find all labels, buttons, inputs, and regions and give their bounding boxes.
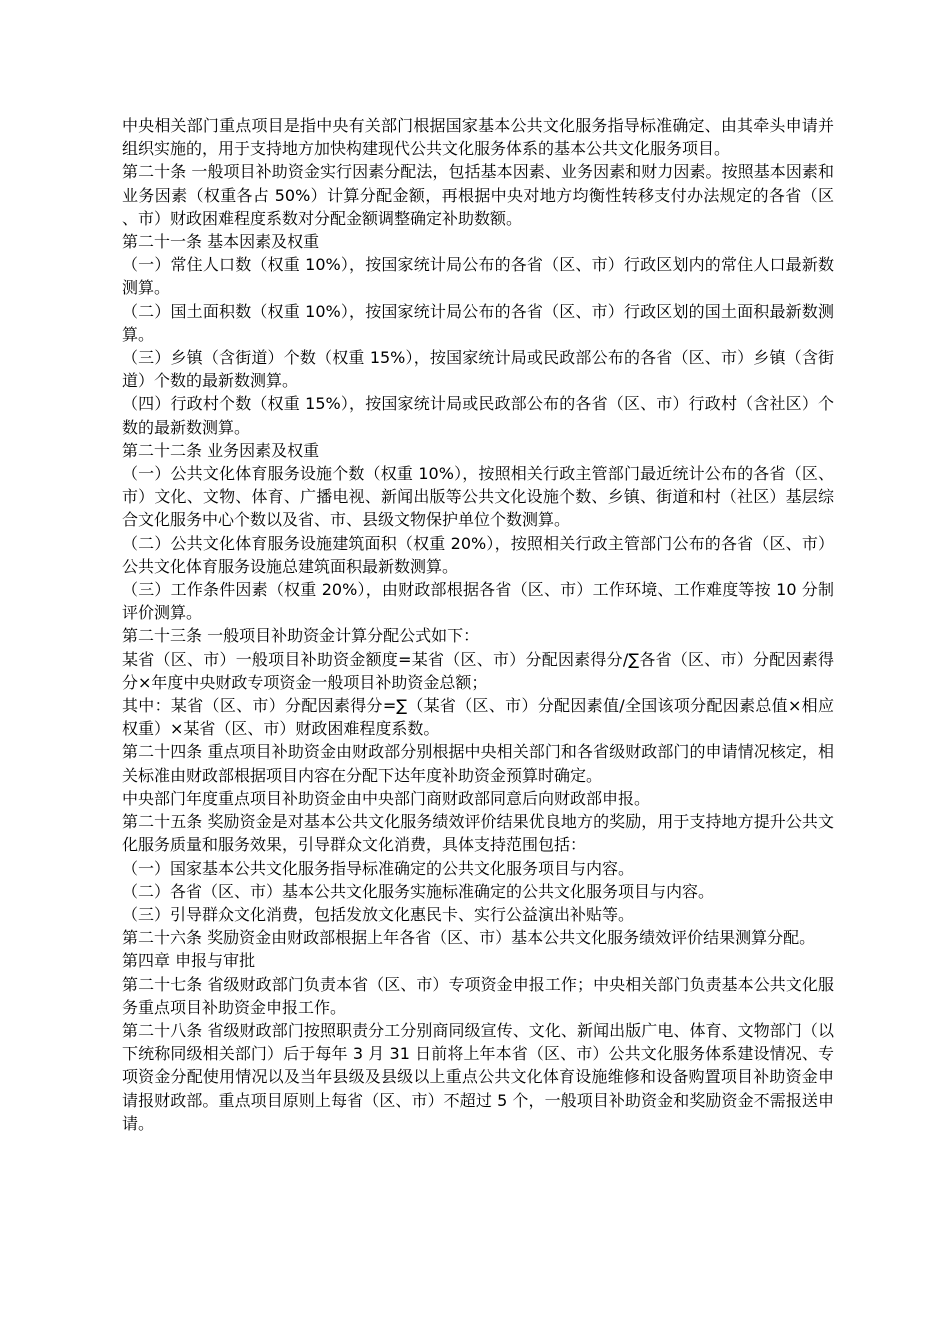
paragraph-article-25-item-1: （一）国家基本公共文化服务指导标准确定的公共文化服务项目与内容。 — [122, 858, 635, 878]
paragraph-article-21-item-4: （四）行政村个数（权重 15%），按国家统计局或民政部公布的各省（区、市）行政村（含社区）个数的最新数测算。 — [122, 394, 834, 437]
paragraph-article-21-item-3: （三）乡镇（含街道）个数（权重 15%），按国家统计局或民政部公布的各省（区、市）乡镇（含街道）个数的最新数测算。 — [122, 348, 834, 391]
document-body — [122, 114, 834, 1135]
paragraph-article-24-central: 中央部门年度重点项目补助资金由中央部门商财政部同意后向财政部申报。 — [122, 788, 651, 808]
paragraph-article-26: 第二十六条 奖励资金由财政部根据上年各省（区、市）基本公共文化服务绩效评价结果测算分配。 — [122, 928, 816, 948]
paragraph-article-27: 第二十七条 省级财政部门负责本省（区、市）专项资金申报工作；中央相关部门负责基本公共文化服务重点项目补助资金申报工作。 — [122, 974, 834, 1017]
paragraph-article-25-item-2: （二）各省（区、市）基本公共文化服务实施标准确定的公共文化服务项目与内容。 — [122, 881, 715, 901]
paragraph-article-21-item-2: （二）国土面积数（权重 10%），按国家统计局公布的各省（区、市）行政区划的国土面积最新数测算。 — [122, 301, 834, 344]
paragraph-article-23-heading: 第二十三条 一般项目补助资金计算分配公式如下： — [122, 626, 480, 646]
paragraph-article-28: 第二十八条 省级财政部门按照职责分工分别商同级宣传、文化、新闻出版广电、体育、文物部门（以下统称同级相关部门）后于每年 3 月 31 日前将上年本省（区、市）公共文化服务体系建设情况、专项资金分配使用情况以及当年县级及县级以上重点公共文化体育设施维修和设备购置项目补助资金申请报财政部。重点项目原则上每省（区、市）不超过 5 个，一般项目补助资金和奖励资金不需报送申请。 — [122, 1020, 834, 1133]
chapter-4-heading: 第四章 申报与审批 — [122, 951, 256, 971]
paragraph-article-22-item-1: （一）公共文化体育服务设施个数（权重 10%），按照相关行政主管部门最近统计公布的各省（区、市）文化、文物、体育、广播电视、新闻出版等公共文化设施个数、乡镇、街道和村（社区）基层综合文化服务中心个数以及省、市、县级文物保护单位个数测算。 — [122, 464, 834, 530]
paragraph-article-21-heading: 第二十一条 基本因素及权重 — [122, 232, 320, 252]
paragraph-article-22-item-2: （二）公共文化体育服务设施建筑面积（权重 20%），按照相关行政主管部门公布的各省（区、市）公共文化体育服务设施总建筑面积最新数测算。 — [122, 533, 834, 576]
paragraph-article-25: 第二十五条 奖励资金是对基本公共文化服务绩效评价结果优良地方的奖励，用于支持地方提升公共文化服务质量和服务效果，引导群众文化消费，具体支持范围包括： — [122, 812, 834, 855]
paragraph-key-projects-definition: 中央相关部门重点项目是指中央有关部门根据国家基本公共文化服务指导标准确定、由其牵头申请并组织实施的，用于支持地方加快构建现代公共文化服务体系的基本公共文化服务项目。 — [122, 116, 834, 159]
paragraph-article-22-heading: 第二十二条 业务因素及权重 — [122, 440, 320, 460]
paragraph-article-21-item-1: （一）常住人口数（权重 10%），按国家统计局公布的各省（区、市）行政区划内的常住人口最新数测算。 — [122, 255, 834, 298]
paragraph-article-23-formula: 某省（区、市）一般项目补助资金额度=某省（区、市）分配因素得分/∑各省（区、市）分配因素得分×年度中央财政专项资金一般项目补助资金总额； — [122, 649, 834, 692]
paragraph-article-20: 第二十条 一般项目补助资金实行因素分配法，包括基本因素、业务因素和财力因素。按照基本因素和业务因素（权重各占 50%）计算分配金额，再根据中央对地方均衡性转移支付办法规定的各省（区、市）财政困难程度系数对分配金额调整确定补助数额。 — [122, 162, 834, 228]
paragraph-article-25-item-3: （三）引导群众文化消费，包括发放文化惠民卡、实行公益演出补贴等。 — [122, 904, 635, 924]
paragraph-article-24: 第二十四条 重点项目补助资金由财政部分别根据中央相关部门和各省级财政部门的申请情况核定，相关标准由财政部根据项目内容在分配下达年度补助资金预算时确定。 — [122, 742, 834, 785]
paragraph-article-23-formula-detail: 其中：某省（区、市）分配因素得分=∑（某省（区、市）分配因素值/全国该项分配因素总值×相应权重）×某省（区、市）财政困难程度系数。 — [122, 696, 834, 739]
paragraph-article-22-item-3: （三）工作条件因素（权重 20%），由财政部根据各省（区、市）工作环境、工作难度等按 10 分制评价测算。 — [122, 580, 834, 623]
